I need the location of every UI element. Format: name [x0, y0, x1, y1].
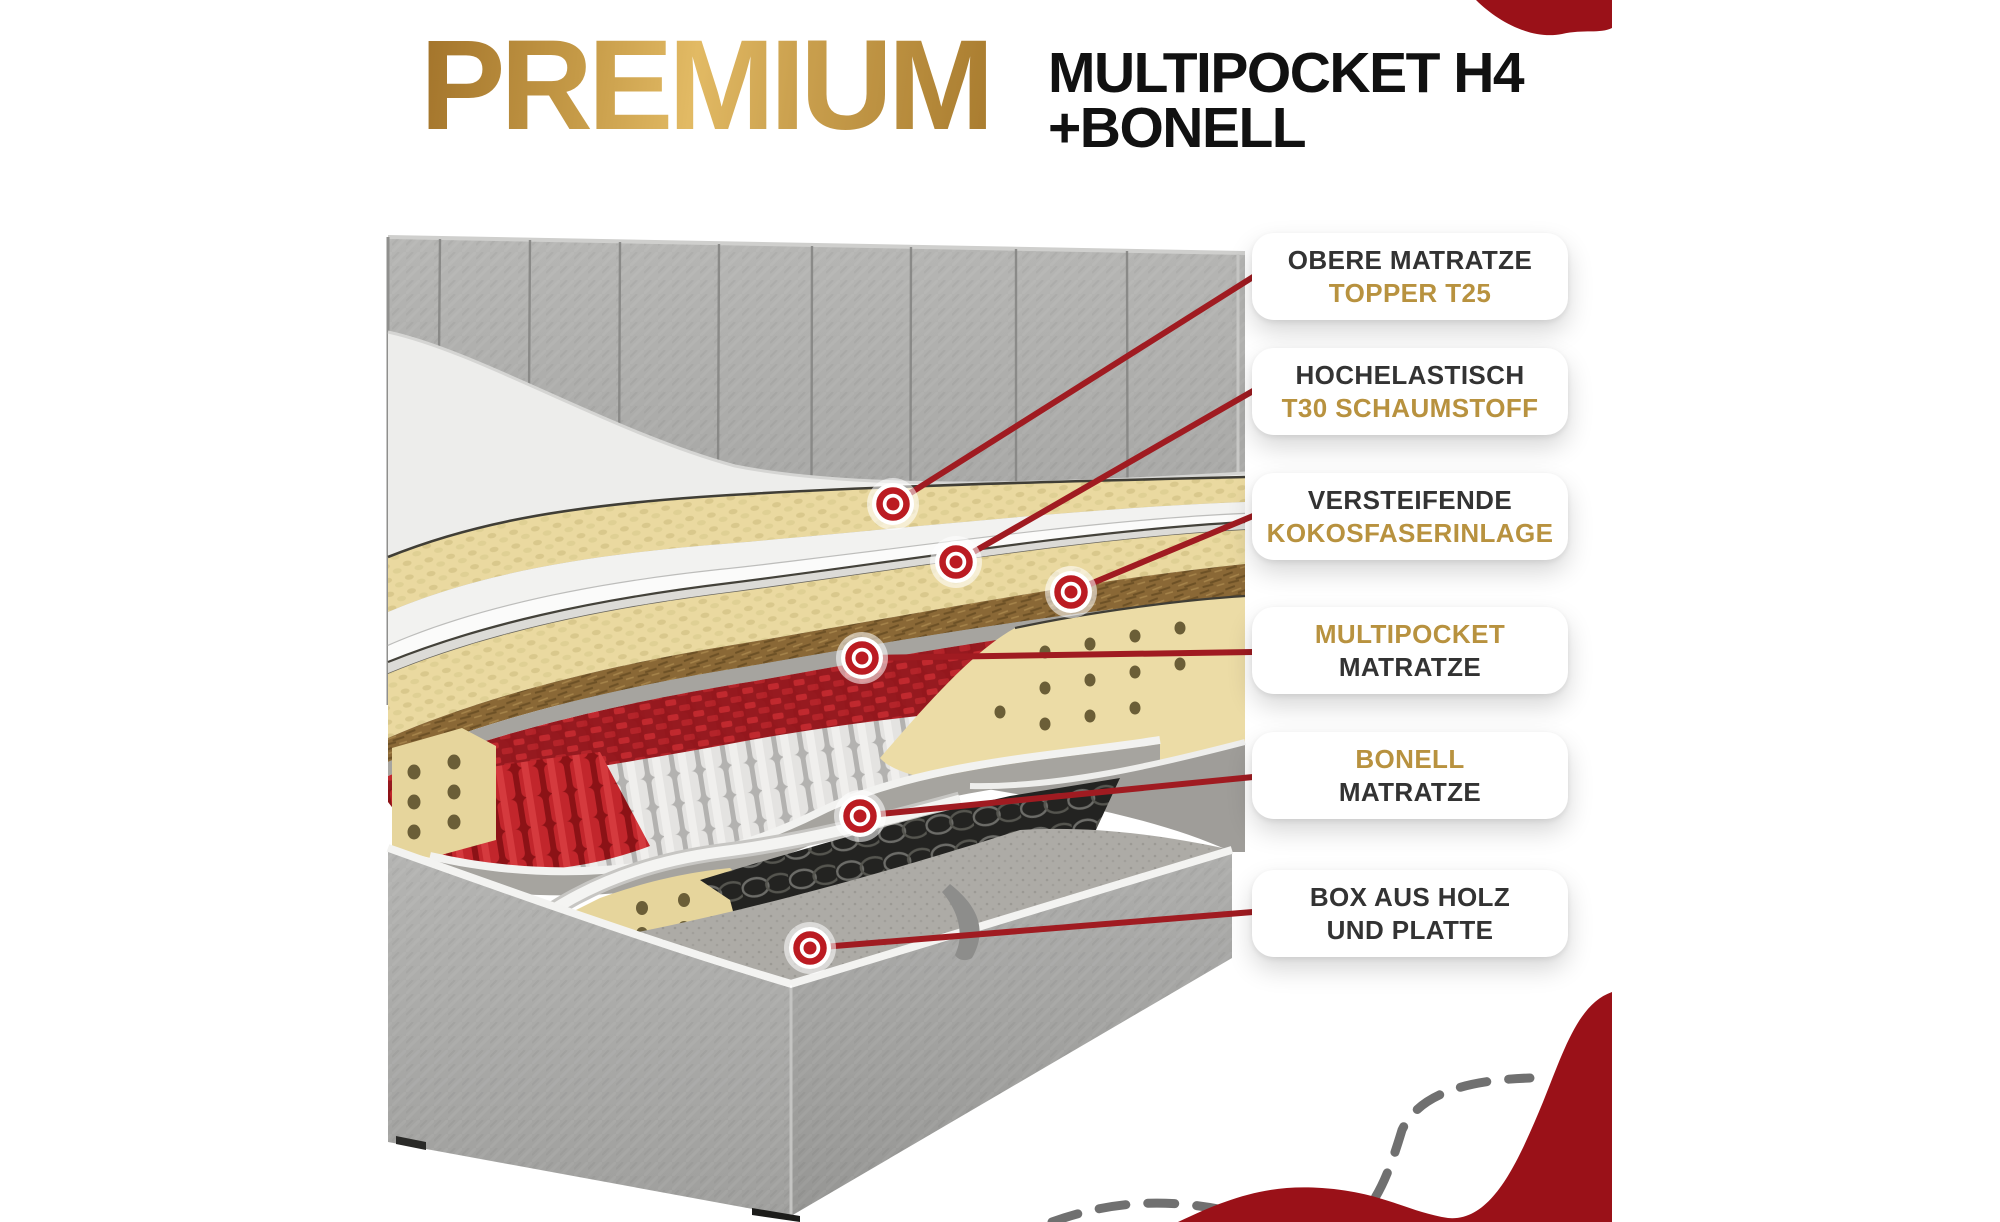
top-right-red-blob: [1476, 0, 1612, 35]
multipocket-foam-rail-left: [392, 728, 496, 858]
brand-word: PREMIUM: [420, 14, 990, 157]
callout-foam: [1252, 348, 1568, 435]
product-name-line1: MULTIPOCKET H4: [1048, 41, 1524, 105]
callout-line: KOKOSFASERINLAGE: [1266, 517, 1554, 548]
callout-line: OBERE MATRATZE: [1287, 245, 1533, 275]
callout-bonell: [1252, 732, 1568, 819]
marker-multipocket: [836, 632, 888, 684]
callout-line: VERSTEIFENDE: [1307, 485, 1513, 515]
callout-line: TOPPER T25: [1328, 277, 1492, 308]
callout-topper: [1252, 233, 1568, 320]
marker-foam: [930, 536, 982, 588]
marker-coco: [1045, 566, 1097, 618]
callout-coco: [1252, 473, 1568, 560]
callout-line: HOCHELASTISCH: [1295, 360, 1525, 390]
callout-line: MULTIPOCKET: [1314, 619, 1506, 649]
callout-line: UND PLATTE: [1326, 914, 1494, 945]
callout-line: MATRATZE: [1338, 651, 1482, 682]
callout-line: MATRATZE: [1338, 776, 1482, 807]
marker-topper: [867, 478, 919, 530]
marker-bonell: [834, 790, 886, 842]
product-name: [1048, 41, 1524, 160]
callout-multipocket: [1252, 607, 1568, 694]
product-name-line2: +BONELL: [1048, 95, 1306, 160]
bottom-right-red-blob: [1178, 992, 1612, 1222]
marker-box: [784, 922, 836, 974]
bed: [388, 237, 1245, 1222]
callout-line: BONELL: [1355, 744, 1465, 774]
callout-line: BOX AUS HOLZ: [1309, 882, 1511, 912]
callout-line: T30 SCHAUMSTOFF: [1281, 392, 1539, 423]
callout-box: [1252, 870, 1568, 957]
